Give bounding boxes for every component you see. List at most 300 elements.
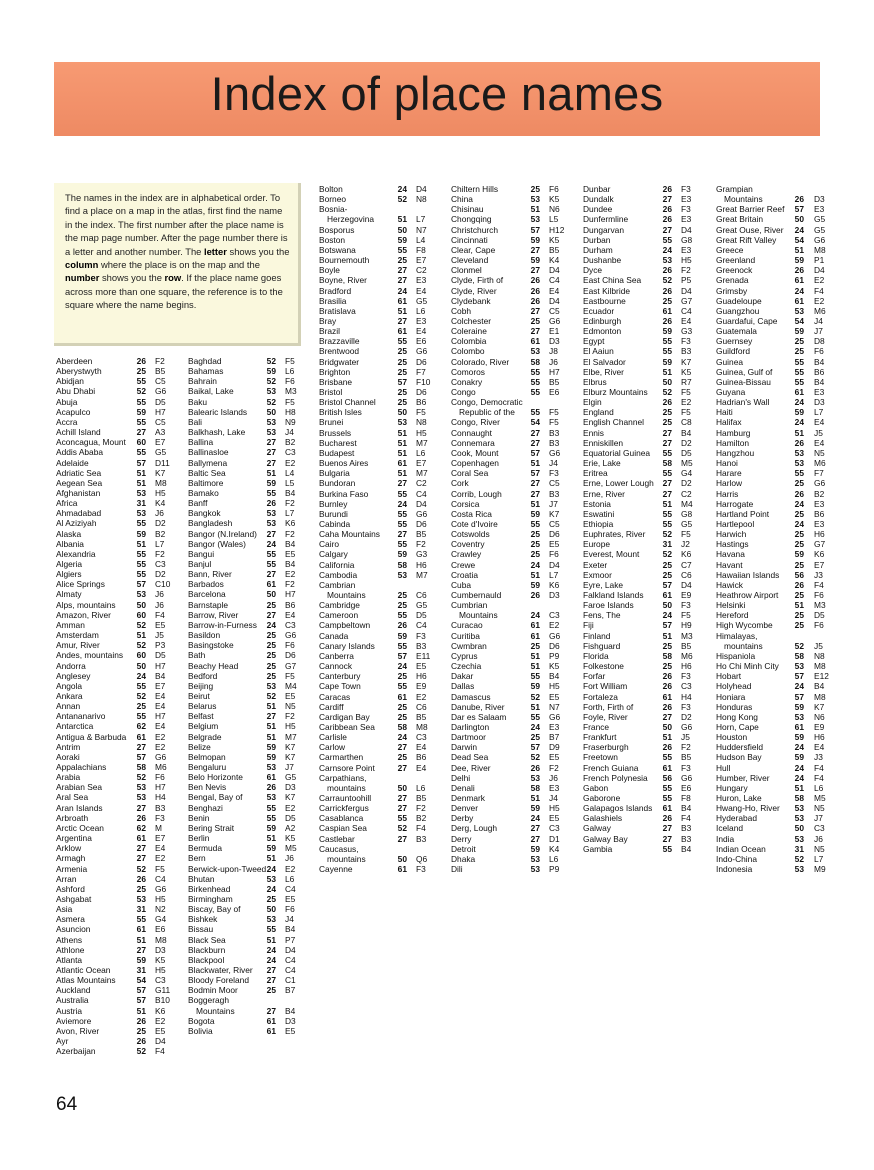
page-ref: 26	[136, 1015, 146, 1026]
place-name: French Polynesia	[583, 772, 648, 783]
index-entry	[56, 468, 171, 478]
page-ref: 25	[266, 650, 276, 661]
place-name: Arbroath	[56, 812, 89, 823]
index-entry	[583, 275, 696, 285]
index-entry	[188, 762, 300, 772]
page-ref: 51	[397, 468, 407, 479]
page-ref: 26	[794, 488, 804, 499]
index-entry	[716, 600, 828, 610]
grid-ref: F5	[681, 610, 691, 621]
place-name: Beijing	[188, 680, 214, 691]
place-name: Bolton	[319, 184, 343, 194]
grid-ref: B4	[681, 843, 692, 854]
index-entry	[583, 752, 696, 762]
page-ref: 31	[662, 539, 672, 550]
grid-ref: G6	[549, 630, 561, 641]
grid-ref: E4	[681, 315, 692, 326]
index-entry	[716, 265, 828, 275]
place-name: Australia	[56, 995, 89, 1006]
place-name: Exeter	[583, 559, 608, 570]
place-name: Baikal, Lake	[188, 386, 234, 397]
grid-ref: P5	[681, 275, 692, 286]
grid-ref: G8	[681, 508, 693, 519]
grid-ref: M5	[285, 843, 297, 854]
index-entry	[451, 671, 564, 681]
index-entry	[716, 509, 828, 519]
place-name: Alexandria	[56, 548, 96, 559]
grid-ref: F2	[285, 711, 295, 722]
grid-ref: G6	[155, 751, 167, 762]
page-ref: 61	[530, 620, 540, 631]
index-entry	[56, 691, 171, 701]
page-ref: 27	[530, 427, 540, 438]
grid-ref: F5	[549, 417, 559, 428]
place-name: Abuja	[56, 396, 78, 407]
grid-ref: E7	[416, 255, 427, 266]
grid-ref: H7	[155, 406, 166, 417]
index-entry	[188, 671, 300, 681]
grid-ref: F2	[416, 539, 426, 550]
index-entry	[56, 843, 171, 853]
grid-ref: H7	[155, 660, 166, 671]
page-ref: 26	[662, 813, 672, 824]
page-ref: 24	[266, 883, 276, 894]
grid-ref: E4	[549, 285, 560, 296]
page-ref: 31	[136, 965, 146, 975]
grid-ref: D3	[814, 397, 825, 408]
page-ref: 55	[397, 518, 407, 529]
page-ref: 51	[530, 204, 540, 215]
place-name: Colorado, River	[451, 356, 510, 367]
place-name: Dartmoor	[451, 732, 486, 743]
index-entry	[56, 965, 171, 975]
place-name: Gabon	[583, 782, 609, 793]
intro-text-4: shows you the	[99, 272, 165, 284]
place-name: Brisbane	[319, 376, 353, 387]
grid-ref: K6	[549, 579, 560, 590]
place-name: Clonmel	[451, 265, 482, 276]
place-name: Antigua & Barbuda	[56, 731, 127, 742]
intro-text-1: The names in the index are in alphabetical order. To find a place on a map in the atlas, first find the name in the index. The first number after the place name is the map page number. After the page number there is a letter and another number. The	[65, 192, 288, 257]
index-entry	[319, 590, 431, 600]
page-ref: 57	[794, 691, 804, 702]
index-entry	[188, 975, 300, 985]
page-ref: 57	[136, 579, 146, 590]
index-entry	[583, 306, 696, 316]
index-entry	[319, 742, 431, 752]
place-name: Derby	[451, 813, 474, 824]
index-entry	[716, 590, 828, 600]
place-name: Finland	[583, 630, 611, 641]
grid-ref: G6	[549, 447, 561, 458]
place-name: Asia	[56, 904, 73, 915]
grid-ref: C3	[681, 681, 692, 692]
page-ref: 55	[136, 548, 146, 559]
place-name: Alice Springs	[56, 579, 105, 590]
place-name: Alps, mountains	[56, 599, 116, 610]
grid-ref: P9	[549, 650, 560, 661]
place-name: Bahamas	[188, 366, 224, 377]
index-entry	[319, 377, 431, 387]
intro-text-2: shows you the	[226, 245, 290, 257]
place-name: Congo, Democratic	[451, 397, 523, 408]
grid-ref: N9	[285, 416, 296, 427]
index-entry	[188, 437, 300, 447]
index-entry	[56, 833, 171, 843]
index-entry	[716, 397, 828, 407]
grid-ref: J6	[549, 772, 558, 783]
index-entry	[319, 509, 431, 519]
grid-ref: M7	[416, 569, 428, 580]
grid-ref: C6	[416, 701, 427, 712]
page-ref: 51	[794, 427, 804, 438]
grid-ref: L7	[549, 569, 559, 580]
grid-ref: G11	[155, 985, 171, 996]
place-name: Abu Dhabi	[56, 386, 96, 397]
grid-ref: E2	[814, 295, 825, 306]
page-ref: 59	[530, 843, 540, 854]
index-entry	[56, 782, 171, 792]
index-entry	[319, 803, 431, 813]
page-ref: 25	[794, 336, 804, 347]
page-ref: 55	[136, 711, 146, 722]
place-name: Fort William	[583, 681, 628, 692]
place-name: Blackpool	[188, 954, 225, 965]
index-entry	[716, 306, 828, 316]
index-entry	[451, 813, 564, 823]
page-ref: 27	[266, 457, 276, 468]
grid-ref: C8	[681, 417, 692, 428]
place-name: Benghazi	[188, 802, 223, 813]
page-ref: 26	[662, 315, 672, 326]
page-ref: 59	[266, 477, 276, 488]
grid-ref: B3	[155, 802, 166, 813]
place-name: Horn, Cape	[716, 721, 759, 732]
grid-ref: C4	[285, 883, 296, 894]
place-name: Comoros	[451, 366, 485, 377]
place-name: Houston	[716, 732, 748, 743]
grid-ref: F4	[155, 609, 165, 620]
place-name: Haiti	[716, 407, 733, 418]
page-ref: 51	[530, 569, 540, 580]
grid-ref: E5	[549, 691, 560, 702]
grid-ref: D6	[549, 640, 560, 651]
page-ref: 55	[662, 782, 672, 793]
place-name: Dunfermline	[583, 214, 629, 225]
place-name: Danube, River	[451, 701, 505, 712]
page-ref: 24	[266, 944, 276, 955]
place-name: Dushanbe	[583, 255, 622, 266]
place-name: Belarus	[188, 701, 217, 712]
page-ref: 50	[266, 406, 276, 417]
grid-ref: F4	[814, 579, 824, 590]
page-ref: 55	[397, 508, 407, 519]
grid-ref: J4	[549, 793, 558, 803]
grid-ref: G7	[681, 295, 693, 306]
index-entry	[56, 366, 171, 376]
index-entry	[188, 1026, 300, 1036]
index-entry	[319, 214, 431, 224]
grid-ref: B5	[681, 752, 692, 763]
place-name: Cairo	[319, 539, 340, 550]
index-entry	[319, 834, 431, 844]
index-entry	[56, 539, 171, 549]
place-name: Ahmadabad	[56, 508, 102, 519]
grid-ref: C4	[285, 965, 296, 975]
grid-ref: J6	[814, 833, 823, 844]
place-name: Guildford	[716, 346, 750, 357]
index-entry	[716, 712, 828, 722]
index-entry	[188, 376, 300, 386]
page-ref: 26	[397, 620, 407, 631]
place-name: Curitiba	[451, 630, 480, 641]
place-name: Balkhash, Lake	[188, 427, 246, 438]
index-entry	[583, 255, 696, 265]
place-name: Barnstaple	[188, 599, 229, 610]
grid-ref: G3	[416, 549, 428, 560]
place-name: Havant	[716, 559, 743, 570]
index-entry	[319, 468, 431, 478]
page-ref: 61	[266, 579, 276, 590]
page-ref: 53	[266, 914, 276, 925]
page-ref: 24	[530, 813, 540, 824]
index-entry	[716, 468, 828, 478]
index-entry	[583, 549, 696, 559]
place-name: Adriatic Sea	[56, 467, 102, 478]
index-entry	[188, 447, 300, 457]
page-ref: 55	[662, 518, 672, 529]
page-ref: 55	[662, 793, 672, 803]
place-name: East Kilbride	[583, 285, 631, 296]
page-ref: 24	[662, 244, 672, 255]
grid-ref: K7	[814, 701, 825, 712]
page-ref: 59	[530, 579, 540, 590]
page-ref: 58	[530, 782, 540, 793]
index-entry	[716, 225, 828, 235]
place-name: Atlanta	[56, 954, 83, 965]
page-ref: 26	[662, 397, 672, 408]
index-entry	[451, 752, 564, 762]
grid-ref: C4	[416, 620, 427, 631]
grid-ref: B7	[549, 732, 560, 743]
index-entry	[451, 712, 564, 722]
page-ref: 24	[794, 285, 804, 296]
place-name: Darwin	[451, 742, 478, 753]
place-name: Algiers	[56, 569, 82, 580]
page-ref: 27	[662, 427, 672, 438]
place-name: California	[319, 559, 355, 570]
index-entry	[583, 722, 696, 732]
grid-ref: M3	[681, 630, 693, 641]
place-name: Castlebar	[319, 833, 355, 844]
index-entry	[583, 651, 696, 661]
place-name: Darlington	[451, 721, 490, 732]
place-name: Hastings	[716, 539, 749, 550]
page-ref: 59	[136, 406, 146, 417]
place-name: El Aaiun	[583, 346, 614, 357]
place-name: Durban	[583, 234, 611, 245]
place-name: Humber, River	[716, 772, 770, 783]
place-name: Campbeltown	[319, 620, 371, 631]
intro-bold-letter: letter	[203, 245, 227, 257]
grid-ref: E5	[285, 548, 296, 559]
grid-ref: J4	[549, 458, 558, 469]
place-name: Ballymena	[188, 457, 228, 468]
page-ref: 59	[266, 751, 276, 762]
grid-ref: B4	[681, 427, 692, 438]
grid-ref: L6	[814, 782, 824, 793]
place-name: Bengaluru	[188, 762, 227, 772]
index-entry	[451, 184, 564, 194]
page-ref: 26	[662, 681, 672, 692]
index-entry	[319, 529, 431, 539]
grid-ref: D2	[155, 518, 166, 529]
place-name: Bristol	[319, 387, 343, 397]
place-name: Dungarvan	[583, 224, 624, 235]
index-entry	[451, 306, 564, 316]
place-name: Egypt	[583, 336, 605, 347]
index-entry	[188, 955, 300, 965]
page-ref: 27	[266, 447, 276, 458]
index-entry	[583, 793, 696, 803]
grid-ref: J7	[549, 498, 558, 509]
index-entry	[188, 610, 300, 620]
grid-ref: B3	[681, 346, 692, 357]
place-name: Fishguard	[583, 640, 621, 651]
grid-ref: B3	[681, 833, 692, 844]
index-entry	[451, 631, 564, 641]
page-ref: 51	[266, 701, 276, 712]
grid-ref: E4	[416, 285, 427, 296]
page-ref: 27	[397, 803, 407, 814]
place-name: Colombo	[451, 346, 485, 357]
place-name: Cote d'Ivoire	[451, 518, 498, 529]
page-ref: 52	[136, 640, 146, 651]
index-entry	[451, 610, 564, 620]
page-ref: 24	[794, 397, 804, 408]
index-entry	[188, 965, 300, 975]
grid-ref: M3	[285, 386, 297, 397]
page-ref: 58	[794, 793, 804, 803]
grid-ref: E5	[155, 619, 166, 630]
place-name: Harris	[716, 488, 739, 499]
index-entry	[319, 346, 431, 356]
place-name: Belo Horizonte	[188, 772, 243, 783]
place-name: Bering Strait	[188, 822, 235, 833]
grid-ref: N7	[416, 224, 427, 235]
grid-ref: C1	[285, 975, 296, 986]
place-name: Cambrian	[319, 579, 356, 590]
index-entry	[583, 499, 696, 509]
index-entry	[451, 438, 564, 448]
place-name: Guinea, Gulf of	[716, 366, 773, 377]
index-entry	[319, 560, 431, 570]
place-name: Boggeragh	[188, 995, 229, 1006]
index-entry	[319, 620, 431, 630]
grid-ref: E3	[549, 782, 560, 793]
page-ref: 51	[136, 934, 146, 945]
page-ref: 53	[136, 782, 146, 793]
place-name: Aral Sea	[56, 792, 89, 803]
page-ref: 25	[397, 356, 407, 367]
index-entry	[451, 570, 564, 580]
place-name: Mountains	[196, 1005, 235, 1016]
place-name: Bogota	[188, 1015, 215, 1026]
place-name: Enniskillen	[583, 437, 624, 448]
grid-ref: E6	[416, 336, 427, 347]
page-ref: 55	[662, 234, 672, 245]
place-name: Guinea	[716, 356, 744, 367]
page-ref: 51	[662, 498, 672, 509]
place-name: Dee, River	[451, 762, 491, 773]
place-name: French Guiana	[583, 762, 639, 773]
page-ref: 58	[662, 458, 672, 469]
grid-ref: F3	[155, 812, 165, 823]
grid-ref: D5	[155, 396, 166, 407]
place-name: Cyprus	[451, 650, 478, 661]
index-entry	[451, 377, 564, 387]
page-ref: 26	[662, 265, 672, 276]
page-ref: 57	[136, 995, 146, 1006]
index-entry	[716, 671, 828, 681]
place-name: Ashford	[56, 883, 85, 894]
grid-ref: F10	[416, 376, 431, 387]
index-entry	[319, 275, 431, 285]
grid-ref: M6	[681, 650, 693, 661]
index-entry	[188, 407, 300, 417]
page-ref: 26	[530, 762, 540, 773]
index-entry	[451, 265, 564, 275]
place-name: Elgin	[583, 397, 602, 408]
grid-ref: E5	[155, 1025, 166, 1036]
page-ref: 50	[397, 853, 407, 864]
index-entry	[716, 275, 828, 285]
place-name: Cook, Mount	[451, 447, 499, 458]
grid-ref: D4	[155, 1036, 166, 1047]
page-ref: 51	[794, 782, 804, 793]
index-entry	[319, 245, 431, 255]
grid-ref: F2	[285, 579, 295, 590]
index-entry	[716, 752, 828, 762]
page-ref: 26	[794, 579, 804, 590]
page-ref: 53	[530, 194, 540, 205]
page-ref: 27	[136, 741, 146, 752]
place-name: Cameroon	[319, 610, 359, 621]
page-ref: 26	[530, 285, 540, 296]
place-name: Balearic Islands	[188, 406, 248, 417]
page-ref: 27	[136, 843, 146, 854]
index-entry	[451, 803, 564, 813]
page-ref: 55	[530, 366, 540, 377]
page-ref: 59	[397, 630, 407, 641]
place-name: Costa Rica	[451, 508, 492, 519]
place-name: Belize	[188, 741, 211, 752]
place-name: Folkestone	[583, 661, 624, 672]
index-entry	[56, 427, 171, 437]
grid-ref: E6	[155, 924, 166, 935]
place-name: Indonesia	[716, 864, 753, 875]
place-name: Al Aziziyah	[56, 518, 97, 529]
grid-ref: K7	[681, 356, 692, 367]
page-ref: 25	[794, 508, 804, 519]
page-ref: 61	[662, 762, 672, 773]
page-ref: 61	[794, 721, 804, 732]
place-name: Birkenhead	[188, 883, 231, 894]
place-name: Amazon, River	[56, 609, 111, 620]
grid-ref: F2	[681, 265, 691, 276]
grid-ref: B5	[416, 793, 427, 803]
grid-ref: K5	[549, 194, 560, 205]
